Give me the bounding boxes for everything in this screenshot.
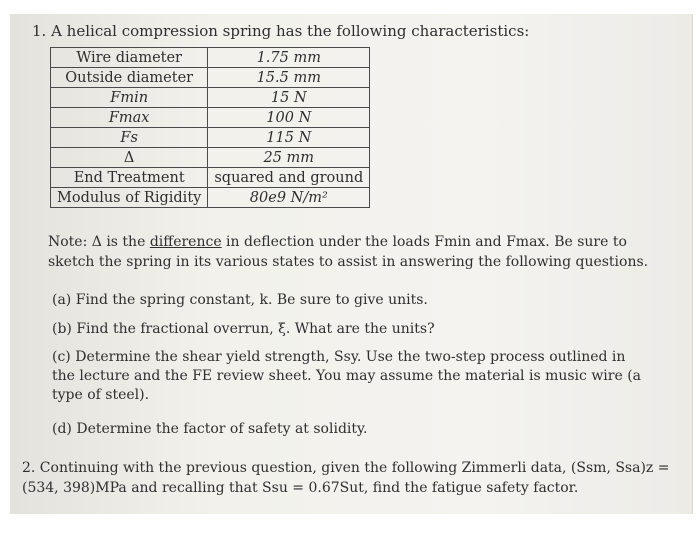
part-text: Find the spring constant, k. Be sure to give units. bbox=[75, 292, 428, 308]
table-row bbox=[51, 128, 370, 148]
row-label: Fs bbox=[51, 128, 208, 148]
spring-characteristics-table bbox=[50, 47, 370, 208]
row-value: 1.75 mm bbox=[208, 48, 370, 68]
part-b bbox=[52, 320, 672, 339]
table-row bbox=[51, 148, 370, 168]
part-letter: (a) bbox=[52, 292, 72, 308]
part-text: Determine the shear yield strength, Ssy. Use the two-step process outlined in the lecture and the FE review sheet. You may assume the material is music wire (a type of steel). bbox=[52, 349, 642, 403]
row-value: 80e9 N/m² bbox=[208, 188, 370, 208]
table-row bbox=[51, 88, 370, 108]
row-value: 15.5 mm bbox=[208, 68, 370, 88]
row-value: 15 N bbox=[208, 88, 370, 108]
table-row bbox=[51, 108, 370, 128]
part-d bbox=[52, 420, 672, 439]
row-value: 25 mm bbox=[208, 148, 370, 168]
row-label: Fmax bbox=[51, 108, 208, 128]
part-a bbox=[52, 291, 672, 310]
table-row bbox=[51, 48, 370, 68]
question-1-title: 1. A helical compression spring has the following characteristics: bbox=[32, 22, 530, 40]
part-c bbox=[52, 348, 648, 405]
table-row bbox=[51, 168, 370, 188]
part-letter: (d) bbox=[52, 421, 72, 437]
table-row bbox=[51, 188, 370, 208]
row-value: 115 N bbox=[208, 128, 370, 148]
part-text: Find the fractional overrun, ξ. What are the units? bbox=[76, 321, 435, 337]
table-row bbox=[51, 68, 370, 88]
note-underlined-word: difference bbox=[149, 234, 222, 250]
row-label: Δ bbox=[51, 148, 208, 168]
part-letter: (c) bbox=[52, 349, 71, 365]
row-value: 100 N bbox=[208, 108, 370, 128]
note-prefix: Note: Δ is the bbox=[48, 234, 150, 250]
part-letter: (b) bbox=[52, 321, 72, 337]
row-label: Wire diameter bbox=[51, 48, 208, 68]
row-value: squared and ground bbox=[208, 168, 370, 188]
row-label: End Treatment bbox=[51, 168, 208, 188]
row-label: Fmin bbox=[51, 88, 208, 108]
part-text: Determine the factor of safety at solidity. bbox=[76, 421, 368, 437]
note-paragraph bbox=[48, 232, 668, 272]
row-label: Modulus of Rigidity bbox=[51, 188, 208, 208]
question-2: 2. Continuing with the previous question, given the following Zimmerli data, (Ssm, Ssa)z = (534, 398)MPa and recalling that Ssu = 0.67Sut, find the fatigue safety factor. bbox=[22, 460, 670, 496]
row-label: Outside diameter bbox=[51, 68, 208, 88]
note-suffix: in deflection under the loads Fmin and Fmax. Be sure to sketch the spring in its various states to assist in answering the following questions. bbox=[48, 234, 649, 270]
